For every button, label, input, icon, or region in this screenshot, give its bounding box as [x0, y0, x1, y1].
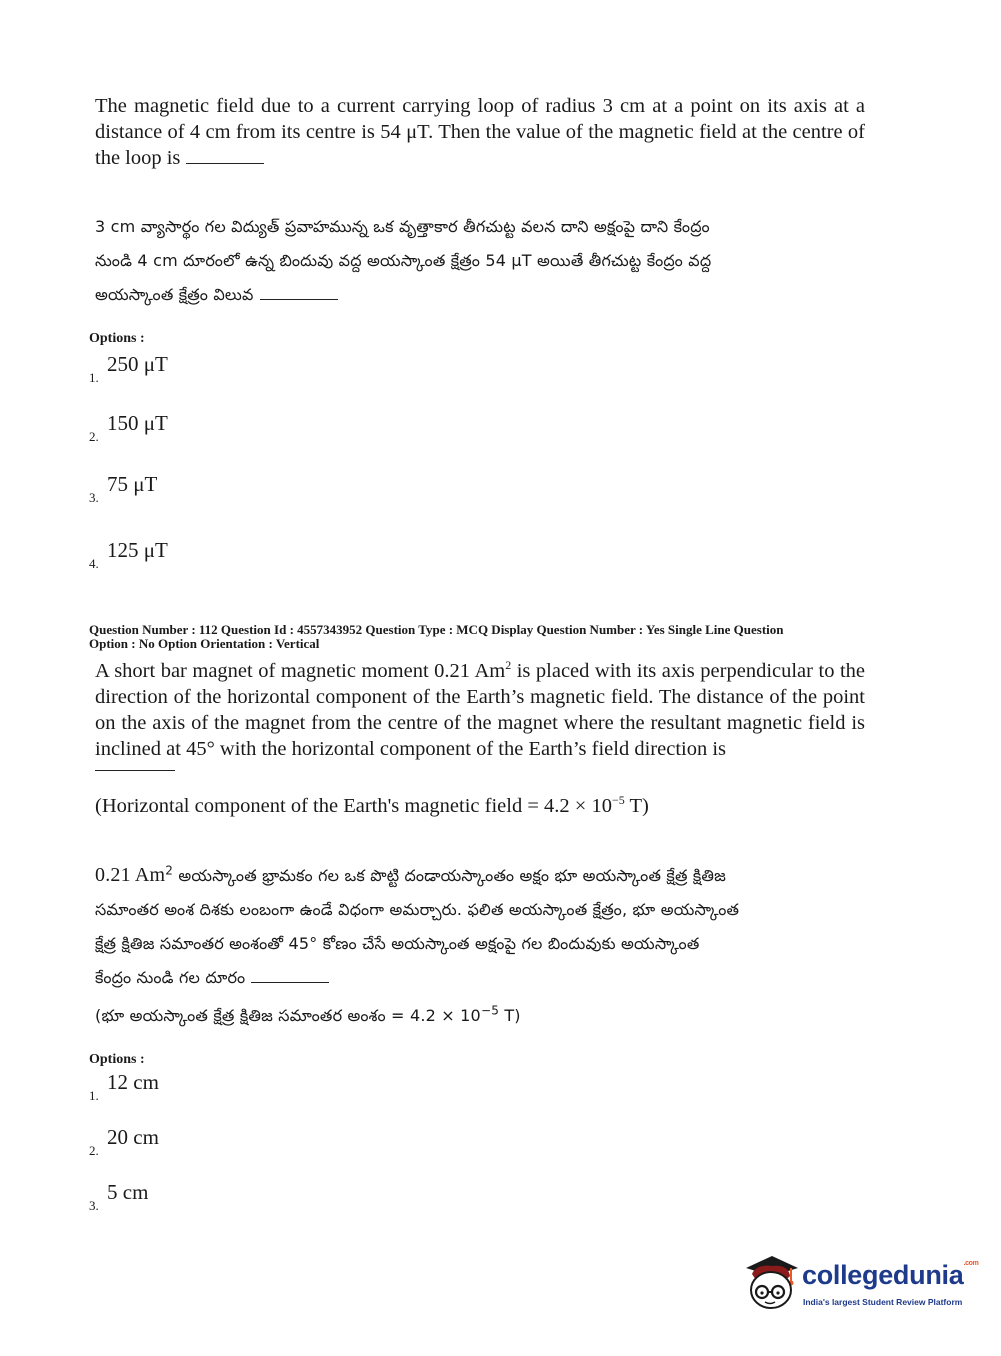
q112-option-1[interactable]: 1. 12 cm [89, 1070, 159, 1103]
q112-option-2[interactable]: 2. 20 cm [89, 1125, 159, 1158]
q111-option-3[interactable]: 3. 75 μT [89, 472, 158, 505]
collegedunia-logo [742, 1250, 979, 1314]
q112-options-label: Options : [89, 1052, 145, 1067]
q112-meta: Question Number : 112 Question Id : 4557343952 Question Type : MCQ Display Question Number : Yes Single Line Question Option : No Option Orientation : Vertical [89, 622, 784, 651]
q112-given-english: (Horizontal component of the Earth's magnetic field = $4.2 \times 10^{-5}$ T) [95, 793, 649, 817]
answer-blank [95, 770, 175, 771]
q111-option-2[interactable]: 2. 150 μT [89, 411, 168, 444]
q111-option-1[interactable]: 1. 250 μT [89, 352, 168, 385]
q112-english-text: A short bar magnet of magnetic moment 0.21 Am$^2$ is placed with its axis perpendicular to the direction of the horizontal component of the Earth’s magnetic field. The distance of the point on the axis of the magnet from the centre of the magnet where the resultant magnetic field is inclined at 45° with the horizontal component of the Earth’s field direction is [95, 658, 865, 771]
answer-blank [251, 980, 329, 983]
answer-blank [260, 297, 338, 300]
q111-english-text: The magnetic field due to a current carrying loop of radius 3 cm at a point on its axis at a distance of 4 cm from its centre is 54 μT. Then the value of the magnetic field at the centre of the loop is [95, 95, 865, 169]
q111-telugu-text: 3 cm వ్యాసార్థం గల విద్యుత్ ప్రవాహమున్న ఒక వృత్తాకార తీగచుట్ట వలన దాని అక్షంపై దాని కేంద్రం నుండి 4 cm దూరంలో ఉన్న బిందువు వద్ద అయస్కాంత క్షేత్రం 54 μT అయితే తీగచుట్ట కేంద్రం వద్ద అయస్కాంత క్షేత్రం విలువ [95, 217, 712, 304]
answer-blank [186, 161, 264, 164]
logo-wordmark: collegedunia$^{.com}$ [802, 1260, 979, 1290]
q112-telugu-text: 0.21 Am$^2$ అయస్కాంత భ్రామకం గల ఒక పొట్టి దండాయస్కాంతం అక్షం భూ అయస్కాంత క్షేత్ర క్షితిజ సమాంతర అంశ దిశకు లంబంగా ఉండే విధంగా అమర్చారు. ఫలిత అయస్కాంత క్షేత్రం, భూ అయస్కాంత క్షేత్ర క్షితిజ సమాంతర అంశంతో 45° కోణం చేసే అయస్కాంత అక్షంపై గల బిందువుకు అయస్కాంత కేంద్రం నుండి గల దూరం (భూ అయస్కాంత క్షేత్ర క్షితిజ సమాంతర అంశం = $4.2 \times 10^{-5}$ T) [95, 863, 740, 1025]
logo-tagline: India's largest Student Review Platform [803, 1297, 963, 1307]
q111-option-4[interactable]: 4. 125 μT [89, 538, 168, 571]
mascot-icon [742, 1250, 800, 1312]
q111-options-label: Options : [89, 331, 145, 346]
q112-option-3[interactable]: 3. 5 cm [89, 1180, 149, 1213]
